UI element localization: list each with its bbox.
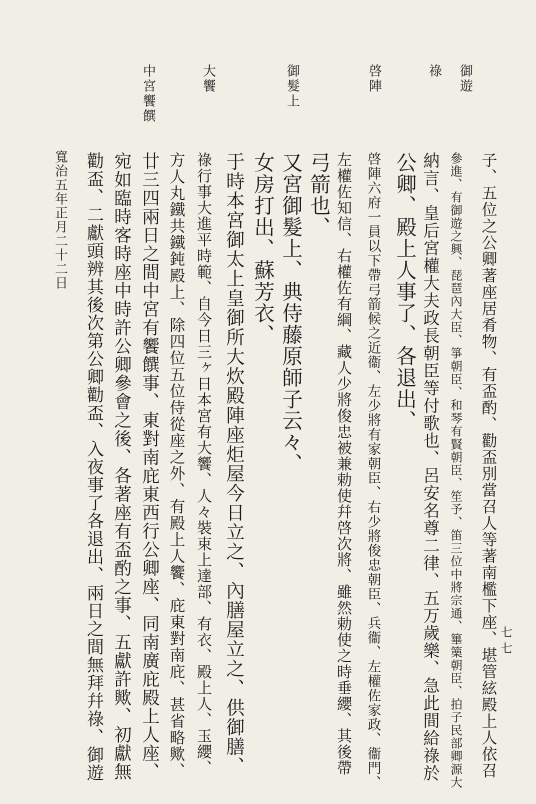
section-header-kamiage: 御髮上 xyxy=(284,64,299,109)
text-column-4: 公卿、殿上人事了、各退出、 xyxy=(392,152,417,432)
text-column-6: 左權佐知信、右權佐有綱、藏人少將俊忠被兼勅使幷啓次將、雖然勅使之時垂纓、其後帶 xyxy=(335,152,353,776)
text-column-3: 納言、皇后宮權大夫政長朝臣等付歌也、呂安名尊二律、五万歲樂、急此間給祿於 xyxy=(420,152,440,782)
text-column-14: 宛如臨時客時座中時許公卿參會之後、各著座有盃酌之事、五獻許歟、初獻無 xyxy=(111,152,132,781)
section-header-daikyo: 大饗 xyxy=(200,64,215,94)
text-column-9: 女房打出、蘇芳衣、 xyxy=(250,152,275,346)
text-column-1: 子、五位之公卿著座居肴物、有盃酌、勸盃別當召人等著南檻下座、堪管絃殿上人依召 xyxy=(479,152,498,779)
date-line: 寬治五年正月二十二日 xyxy=(52,150,67,290)
text-column-12: 方人丸鐵共鐵鈍殿上、除四位五位侍從座之外、有殿上人饗、庇東對南庇、甚省略歟、 xyxy=(167,152,186,779)
section-header-chugu-kyosen: 中宮饗饌 xyxy=(140,64,155,124)
text-column-15: 勸盃、二獻頭辨其後次第公卿勸盃、入夜事了各退出、兩日之間無拜幷祿、御遊 xyxy=(83,152,103,782)
text-column-10: 于時本宮御太上皇御所大炊殿陣座炬屋今日立之、內膳屋立之、供御膳、 xyxy=(223,152,245,776)
text-column-7: 弓箭也、 xyxy=(306,152,331,238)
section-header-goyu: 御遊 xyxy=(457,64,472,94)
text-column-8: 又宮御髮上、典侍藤原師子云々、 xyxy=(278,152,303,475)
text-column-13: 廿三四兩日之間中宮有饗饌事、東對南庇東西行公卿座、同南廣庇殿上人座、 xyxy=(139,152,160,781)
section-header-keijin: 啓陣 xyxy=(366,64,381,94)
text-column-11: 祿行事大進平時範、自今日三ヶ日本宮有大饗、人々裝束上達部、有衣、殿上人、玉纓、 xyxy=(195,152,213,776)
text-column-5: 啓陣六府一員以下帶弓箭候之近衞、左少將有家朝臣、右少將俊忠朝臣、兵衞、左權佐家政、衞門、 xyxy=(364,152,381,790)
text-column-2: 參進、有御遊之興、琵琶內大臣、箏朝臣、和琴有賢朝臣、笙予、笛三位中將宗通、篳篥朝臣、拍子民部卿源大 xyxy=(449,152,463,789)
page-number: 七七 xyxy=(499,626,513,658)
section-header-roku: 祿 xyxy=(426,64,441,79)
